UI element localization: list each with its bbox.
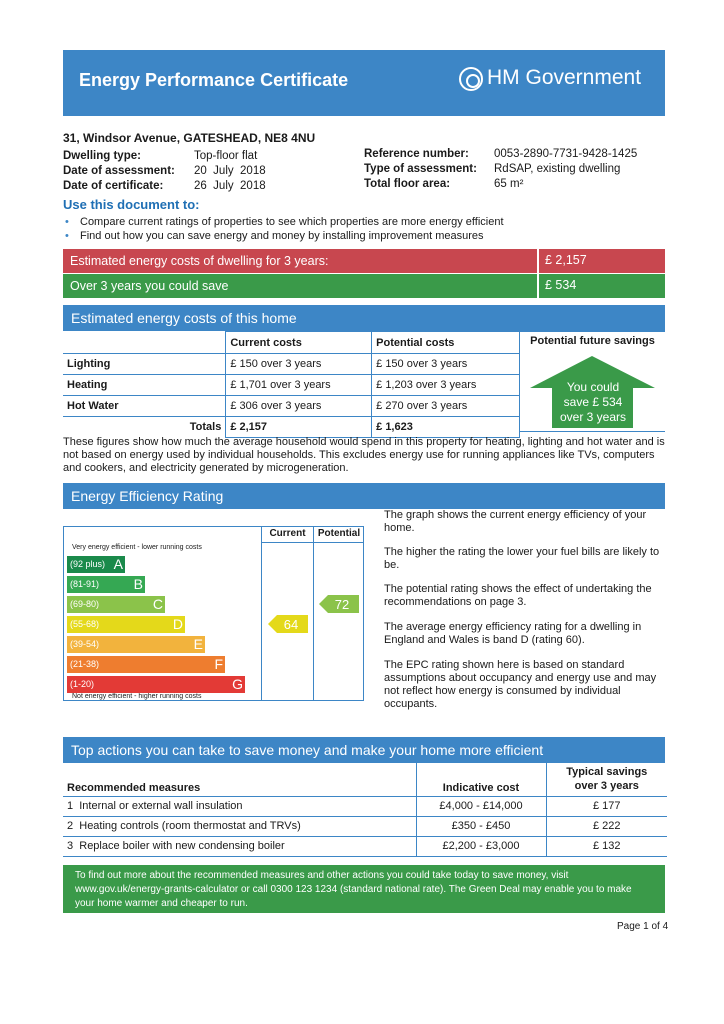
potential-rating-value: 72 xyxy=(334,597,350,612)
table-row xyxy=(63,816,667,836)
indicative-cost: £4,000 - £14,000 xyxy=(416,796,546,816)
use-bullet-2: Find out how you can save energy and money by installing improvement measures xyxy=(80,230,484,242)
rating-band-range: (69-80) xyxy=(70,599,100,609)
savings-bar xyxy=(63,274,665,298)
rating-band-d xyxy=(67,616,185,633)
costs-footnote: These figures show how much the average household would spend in this property for heating, lighting and hot water and is not based on energy used by individual households. This excludes energy use for running appliances like TVs, computers and cookers, and electricity generated by microgeneration. xyxy=(63,436,665,474)
col-savings: Typical savings over 3 years xyxy=(546,763,667,796)
typical-saving: £ 177 xyxy=(546,796,667,816)
typical-saving: £ 222 xyxy=(546,816,667,836)
table-row xyxy=(63,396,520,417)
rating-band-c xyxy=(67,596,165,613)
costs-heading: Estimated energy costs of this home xyxy=(71,310,297,326)
table-row xyxy=(63,375,520,396)
current-cost: £ 150 over 3 years xyxy=(226,354,372,375)
dwelling-type-label: Dwelling type: xyxy=(63,150,141,162)
eer-note-1: The graph shows the current energy efficiency of your home. xyxy=(384,509,647,534)
potential-rating-arrow xyxy=(319,595,359,613)
eer-heading: Energy Efficiency Rating xyxy=(71,488,224,504)
total-current: £ 2,157 xyxy=(226,417,372,438)
actions-heading: Top actions you can take to save money and make your home more efficient xyxy=(71,742,544,758)
reference-label: Reference number: xyxy=(364,148,469,160)
eer-note-3: The potential rating shows the effect of undertaking the recommendations on page 3. xyxy=(384,583,652,608)
potential-cost: £ 270 over 3 years xyxy=(372,396,520,417)
dwelling-type-value: Top-floor flat xyxy=(194,150,258,162)
measure: 3 Replace boiler with new condensing boiler xyxy=(63,836,416,856)
row-label: Hot Water xyxy=(63,396,226,417)
estimated-cost-bar xyxy=(63,249,665,273)
measure: 2 Heating controls (room thermostat and TRVs) xyxy=(63,816,416,836)
totals-label: Totals xyxy=(63,417,226,438)
savings-value: £ 534 xyxy=(537,274,665,298)
property-address: 31, Windsor Avenue, GATESHEAD, NE8 4NU xyxy=(63,131,316,145)
rating-band-letter: B xyxy=(133,576,143,592)
rating-band-letter: E xyxy=(193,636,203,652)
measure: 1 Internal or external wall insulation xyxy=(63,796,416,816)
rating-band-f xyxy=(67,656,225,673)
col-current-costs: Current costs xyxy=(226,332,372,354)
col-measures: Recommended measures xyxy=(63,763,416,796)
rating-band-range: (81-91) xyxy=(70,579,100,589)
rating-band-letter: C xyxy=(152,596,163,612)
current-cost: £ 1,701 over 3 years xyxy=(226,375,372,396)
more-info-note: To find out more about the recommended measures and other actions you could take today to save money, visit www.gov.uk/energy-grants-calculator or call 0300 123 1234 (standard national rate). The Green Deal may enable you to make your home warmer and cheaper to run. xyxy=(63,865,665,913)
bullet-icon: • xyxy=(65,230,69,242)
col-potential-costs: Potential costs xyxy=(372,332,520,354)
use-document-heading: Use this document to: xyxy=(63,197,200,212)
costs-heading-bar xyxy=(63,305,665,331)
estimated-cost-label: Estimated energy costs of dwelling for 3 years: xyxy=(70,254,329,268)
current-cost: £ 306 over 3 years xyxy=(226,396,372,417)
totals-row xyxy=(63,417,520,438)
rating-band-b xyxy=(67,576,145,593)
assessment-type-label: Type of assessment: xyxy=(364,163,477,175)
current-rating-value: 64 xyxy=(283,617,299,632)
rating-band-a xyxy=(67,556,125,573)
use-bullet-1: Compare current ratings of properties to see which properties are more energy efficient xyxy=(80,216,504,228)
eer-col-current: Current xyxy=(269,528,306,539)
rating-band-letter: A xyxy=(113,556,123,572)
eer-note-4: The average energy efficiency rating for a dwelling in England and Wales is band D (rating 60). xyxy=(384,621,642,646)
page-number: Page 1 of 4 xyxy=(617,921,669,932)
table-row xyxy=(63,796,667,816)
costs-table xyxy=(63,331,520,438)
current-rating-arrow xyxy=(268,615,308,633)
government-logo-text: HM Government xyxy=(487,66,642,89)
certificate-title: Energy Performance Certificate xyxy=(79,70,349,90)
eer-bottom-note: Not energy efficient - higher running costs xyxy=(72,693,202,700)
rating-band-range: (21-38) xyxy=(70,659,100,669)
actions-table xyxy=(63,763,667,857)
costs-table-header xyxy=(63,332,520,354)
total-potential: £ 1,623 xyxy=(372,417,520,438)
rating-band-g xyxy=(67,676,245,693)
eer-note-2: The higher the rating the lower your fuel bills are likely to be. xyxy=(384,546,660,571)
certificate-header xyxy=(63,50,665,116)
savings-arrow-text: You could save £ 534 over 3 years xyxy=(559,380,627,424)
certificate-date-label: Date of certificate: xyxy=(63,180,164,192)
table-row xyxy=(63,836,667,856)
floor-area-value: 65 m² xyxy=(494,178,524,190)
potential-cost: £ 150 over 3 years xyxy=(372,354,520,375)
actions-table-header xyxy=(63,763,667,796)
rating-band-letter: D xyxy=(172,616,183,632)
estimated-cost-value: £ 2,157 xyxy=(537,249,665,273)
indicative-cost: £350 - £450 xyxy=(416,816,546,836)
actions-heading-bar xyxy=(63,737,665,763)
assessment-date-value: 20 July 2018 xyxy=(194,165,266,177)
future-savings-cell xyxy=(520,331,665,432)
floor-area-label: Total floor area: xyxy=(364,178,451,190)
potential-cost: £ 1,203 over 3 years xyxy=(372,375,520,396)
rating-band-range: (55-68) xyxy=(70,619,100,629)
eer-chart xyxy=(63,526,364,701)
assessment-date-label: Date of assessment: xyxy=(63,165,175,177)
assessment-type-value: RdSAP, existing dwelling xyxy=(494,163,621,175)
indicative-cost: £2,200 - £3,000 xyxy=(416,836,546,856)
rating-band-range: (1-20) xyxy=(70,679,95,689)
col-future-savings: Potential future savings xyxy=(530,335,655,347)
certificate-date-value: 26 July 2018 xyxy=(194,180,266,192)
reference-value: 0053-2890-7731-9428-1425 xyxy=(494,148,638,160)
eer-heading-bar xyxy=(63,483,665,509)
row-label: Lighting xyxy=(63,354,226,375)
savings-label: Over 3 years you could save xyxy=(70,279,229,293)
eer-top-note: Very energy efficient - lower running costs xyxy=(72,544,202,551)
rating-band-letter: G xyxy=(232,676,243,692)
eer-note-5: The EPC rating shown here is based on standard assumptions about occupancy and energy use and may not reflect how energy is consumed by individual occupants. xyxy=(384,659,657,710)
rating-band-range: (92 plus) xyxy=(70,559,106,569)
table-row xyxy=(63,354,520,375)
eer-col-potential: Potential xyxy=(317,528,361,539)
bullet-icon: • xyxy=(65,216,69,228)
rating-band-range: (39-54) xyxy=(70,639,100,649)
col-cost: Indicative cost xyxy=(416,763,546,796)
rating-band-e xyxy=(67,636,205,653)
crest-icon xyxy=(459,67,483,91)
typical-saving: £ 132 xyxy=(546,836,667,856)
row-label: Heating xyxy=(63,375,226,396)
rating-band-letter: F xyxy=(214,656,223,672)
